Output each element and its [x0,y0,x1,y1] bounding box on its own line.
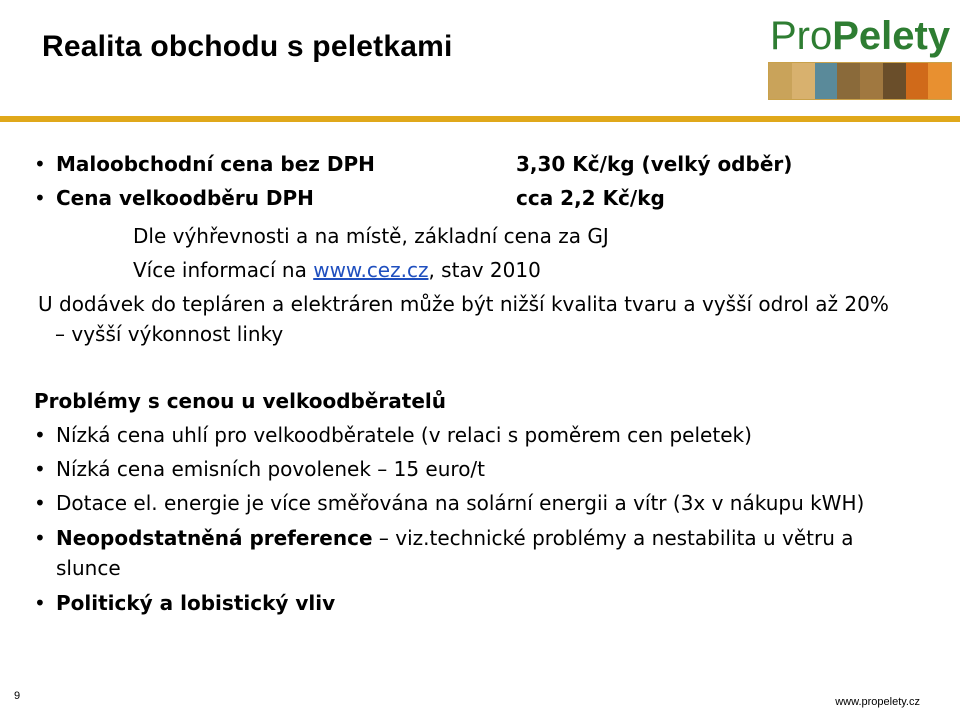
logo-photo-strip [768,62,952,100]
logo-text-pelety: Pelety [832,14,951,58]
list-item: • Neopodstatněná preference – viz.technické problémy a nestabilita u větru a [34,526,854,550]
note-line: Dle výhřevnosti a na místě, základní cena za GJ [133,224,609,248]
logo-text-pro: Pro [770,14,833,58]
propelety-logo [768,12,950,100]
price-row-retail: • Maloobchodní cena bez DPH [34,152,375,176]
note-line-link: Více informací na www.cez.cz, stav 2010 [133,258,541,282]
note-line: U dodávek do tepláren a elektráren může být nižší kvalita tvaru a vyšší odrol až 20% [38,292,889,316]
slide-title: Realita obchodu s peletkami [42,30,453,63]
price-value: 3,30 Kč/kg (velký odběr) [516,152,793,176]
list-item: • Politický a lobistický vliv [34,591,336,615]
price-value: cca 2,2 Kč/kg [516,186,665,210]
list-item: • Nízká cena uhlí pro velkoodběratele (v relaci s poměrem cen peletek) [34,423,752,447]
problems-heading: Problémy s cenou u velkoodběratelů [34,389,446,413]
price-label: Maloobchodní cena bez DPH [56,152,375,176]
cez-link[interactable]: www.cez.cz [313,258,429,282]
price-label: Cena velkoodběru DPH [56,186,314,210]
list-item: • Dotace el. energie je více směřována na solární energii a vítr (3x v nákupu kWH) [34,491,865,515]
page-number: 9 [14,690,21,702]
list-item-continuation: slunce [56,556,121,580]
note-line: – vyšší výkonnost linky [55,322,284,346]
footer-url: www.propelety.cz [835,696,920,708]
list-item: • Nízká cena emisních povolenek – 15 euro/t [34,457,486,481]
header-rule [0,116,960,122]
price-row-wholesale: • Cena velkoodběru DPH [34,186,314,210]
